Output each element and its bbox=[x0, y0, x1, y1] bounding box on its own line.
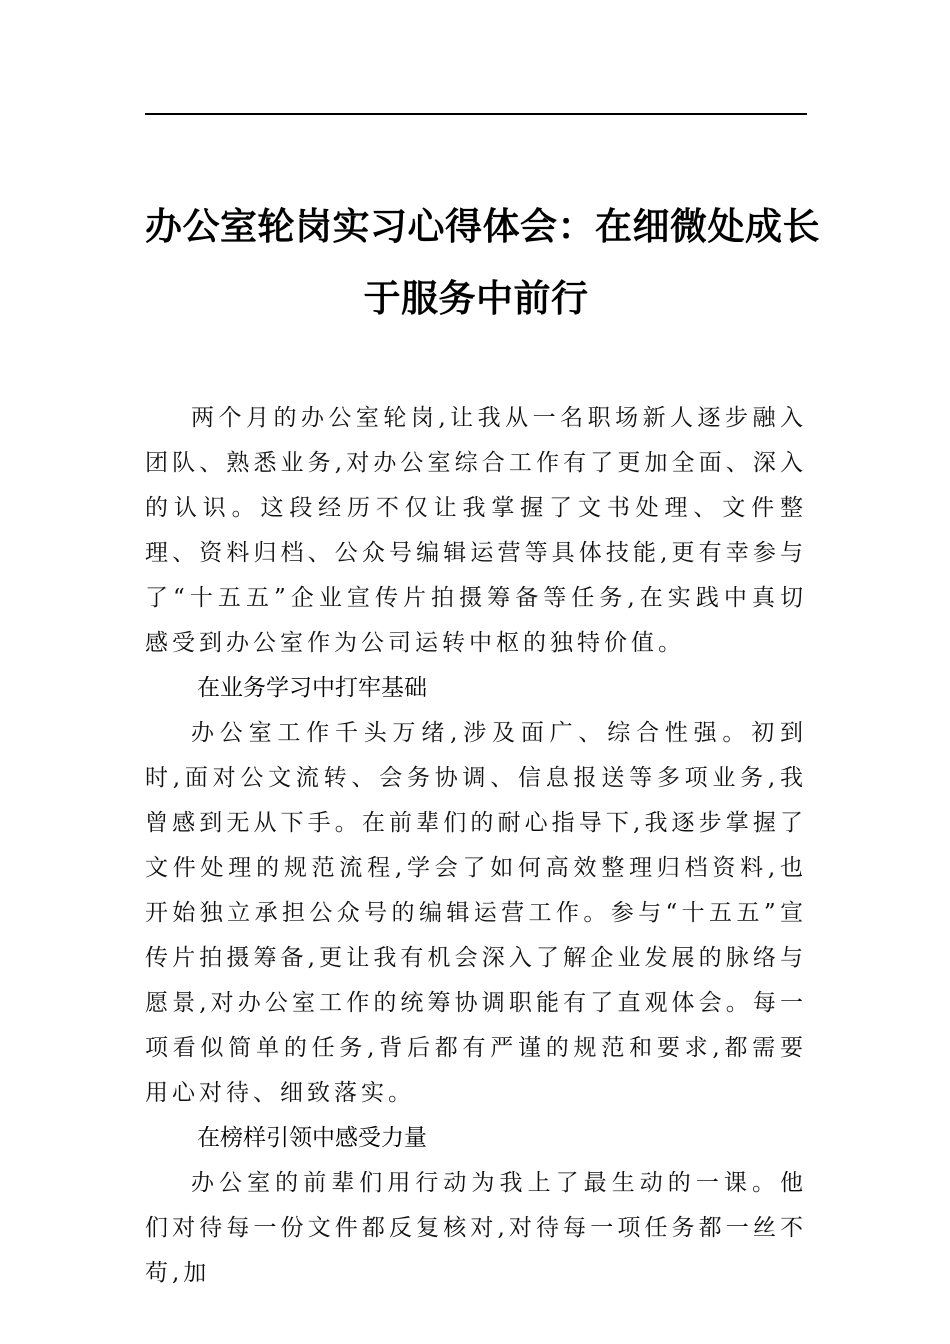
title-line-1: 办公室轮岗实习心得体会：在细微处成长 bbox=[145, 204, 820, 248]
section-heading-foundation: 在业务学习中打牢基础 bbox=[197, 675, 427, 701]
header-rule bbox=[145, 113, 807, 115]
document-body bbox=[145, 396, 807, 1296]
paragraph-intro: 两个月的办公室轮岗,让我从一名职场新人逐步融入团队、熟悉业务,对办公室综合工作有了更加全面、深入的认识。这段经历不仅让我掌握了文书处理、文件整理、资料归档、公众号编辑运营等具体技能,更有幸参与了“十五五”企业宣传片拍摄筹备等任务,在实践中真切感受到办公室作为公司运转中枢的独特价值。 bbox=[145, 405, 807, 656]
section-heading-role-models: 在榜样引领中感受力量 bbox=[197, 1125, 427, 1151]
document-title bbox=[145, 190, 820, 334]
title-line-2: 于服务中前行 bbox=[363, 276, 589, 320]
paragraph-foundation: 办公室工作千头万绪,涉及面广、综合性强。初到时,面对公文流转、会务协调、信息报送等多项业务,我曾感到无从下手。在前辈们的耐心指导下,我逐步掌握了文件处理的规范流程,学会了如何高效整理归档资料,也开始独立承担公众号的编辑运营工作。参与“十五五”宣传片拍摄筹备,更让我有机会深入了解企业发展的脉络与愿景,对办公室工作的统筹协调职能有了直观体会。每一项看似简单的任务,背后都有严谨的规范和要求,都需要用心对待、细致落实。 bbox=[145, 720, 807, 1106]
paragraph-role-models: 办公室的前辈们用行动为我上了最生动的一课。他们对待每一份文件都反复核对,对待每一项任务都一丝不苟,加 bbox=[145, 1170, 807, 1286]
